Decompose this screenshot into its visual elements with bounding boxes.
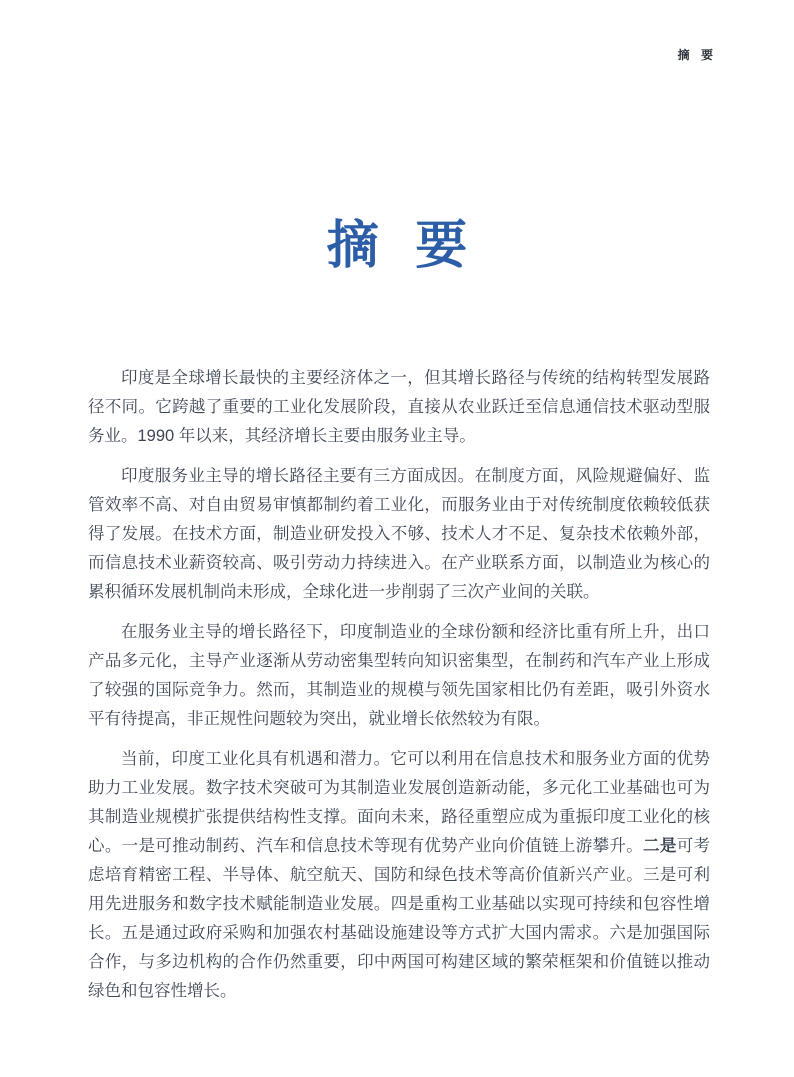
paragraph-text: 印度服务业主导的增长路径主要有三方面成因。在制度方面，风险规避偏好、监管效率不高、对自由贸易审慎都制约着工业化，而服务业由于对传统制度依赖较低获得了发展。在技术方面，制造业研发投入不够、技术人才不足、复杂技术依赖外部，而信息技术业薪资较高、吸引劳动力持续进入。在产业联系方面，以制造业为核心的累积循环发展机制尚未形成，全球化进一步削弱了三次产业间的关联。 (88, 467, 710, 601)
paragraph (88, 618, 710, 734)
paragraph (88, 364, 710, 451)
paragraph-text: 在服务业主导的增长路径下，印度制造业的全球份额和经济比重有所上升，出口产品多元化，主导产业逐渐从劳动密集型转向知识密集型，在制药和汽车产业上形成了较强的国际竞争力。然而，其制造业的规模与领先国家相比仍有差距，吸引外资水平有待提高，非正规性问题较为突出，就业增长依然较为有限。 (88, 623, 710, 728)
paragraph-text: 印度是全球增长最快的主要经济体之一，但其增长路径与传统的结构转型发展路径不同。它跨越了重要的工业化发展阶段，直接从农业跃迁至信息通信技术驱动型服务业。1990 年以来，其经济增长主要由服务业主导。 (88, 369, 710, 445)
running-header: 摘 要 (677, 48, 714, 62)
paragraph (88, 462, 710, 607)
page-title: 摘 要 (326, 216, 468, 275)
paragraph-text: 可考虑培育精密工程、半导体、航空航天、国防和绿色技术等高价值新兴产业。三是可利用先进服务和数字技术赋能制造业发展。四是重构工业基础以实现可持续和包容性增长。五是通过政府采购和加强农村基础设施建设等方式扩大国内需求。六是加强国际合作，与多边机构的合作仍然重要，印中两国可构建区域的繁荣框架和价值链以推动绿色和包容性增长。 (88, 837, 711, 1000)
paragraph-emphasis: 二是 (643, 837, 677, 855)
paragraph-text: 当前，印度工业化具有机遇和潜力。它可以利用在信息技术和服务业方面的优势助力工业发展。数字技术突破可为其制造业发展创造新动能，多元化工业基础也可为其制造业规模扩张提供结构性支撑。面向未来，路径重塑应成为重振印度工业化的核心。一是可推动制药、汽车和信息技术等现有优势产业向价值链上游攀升。 (88, 750, 710, 855)
paragraph (88, 745, 710, 1006)
abstract-paragraphs (88, 364, 710, 1006)
